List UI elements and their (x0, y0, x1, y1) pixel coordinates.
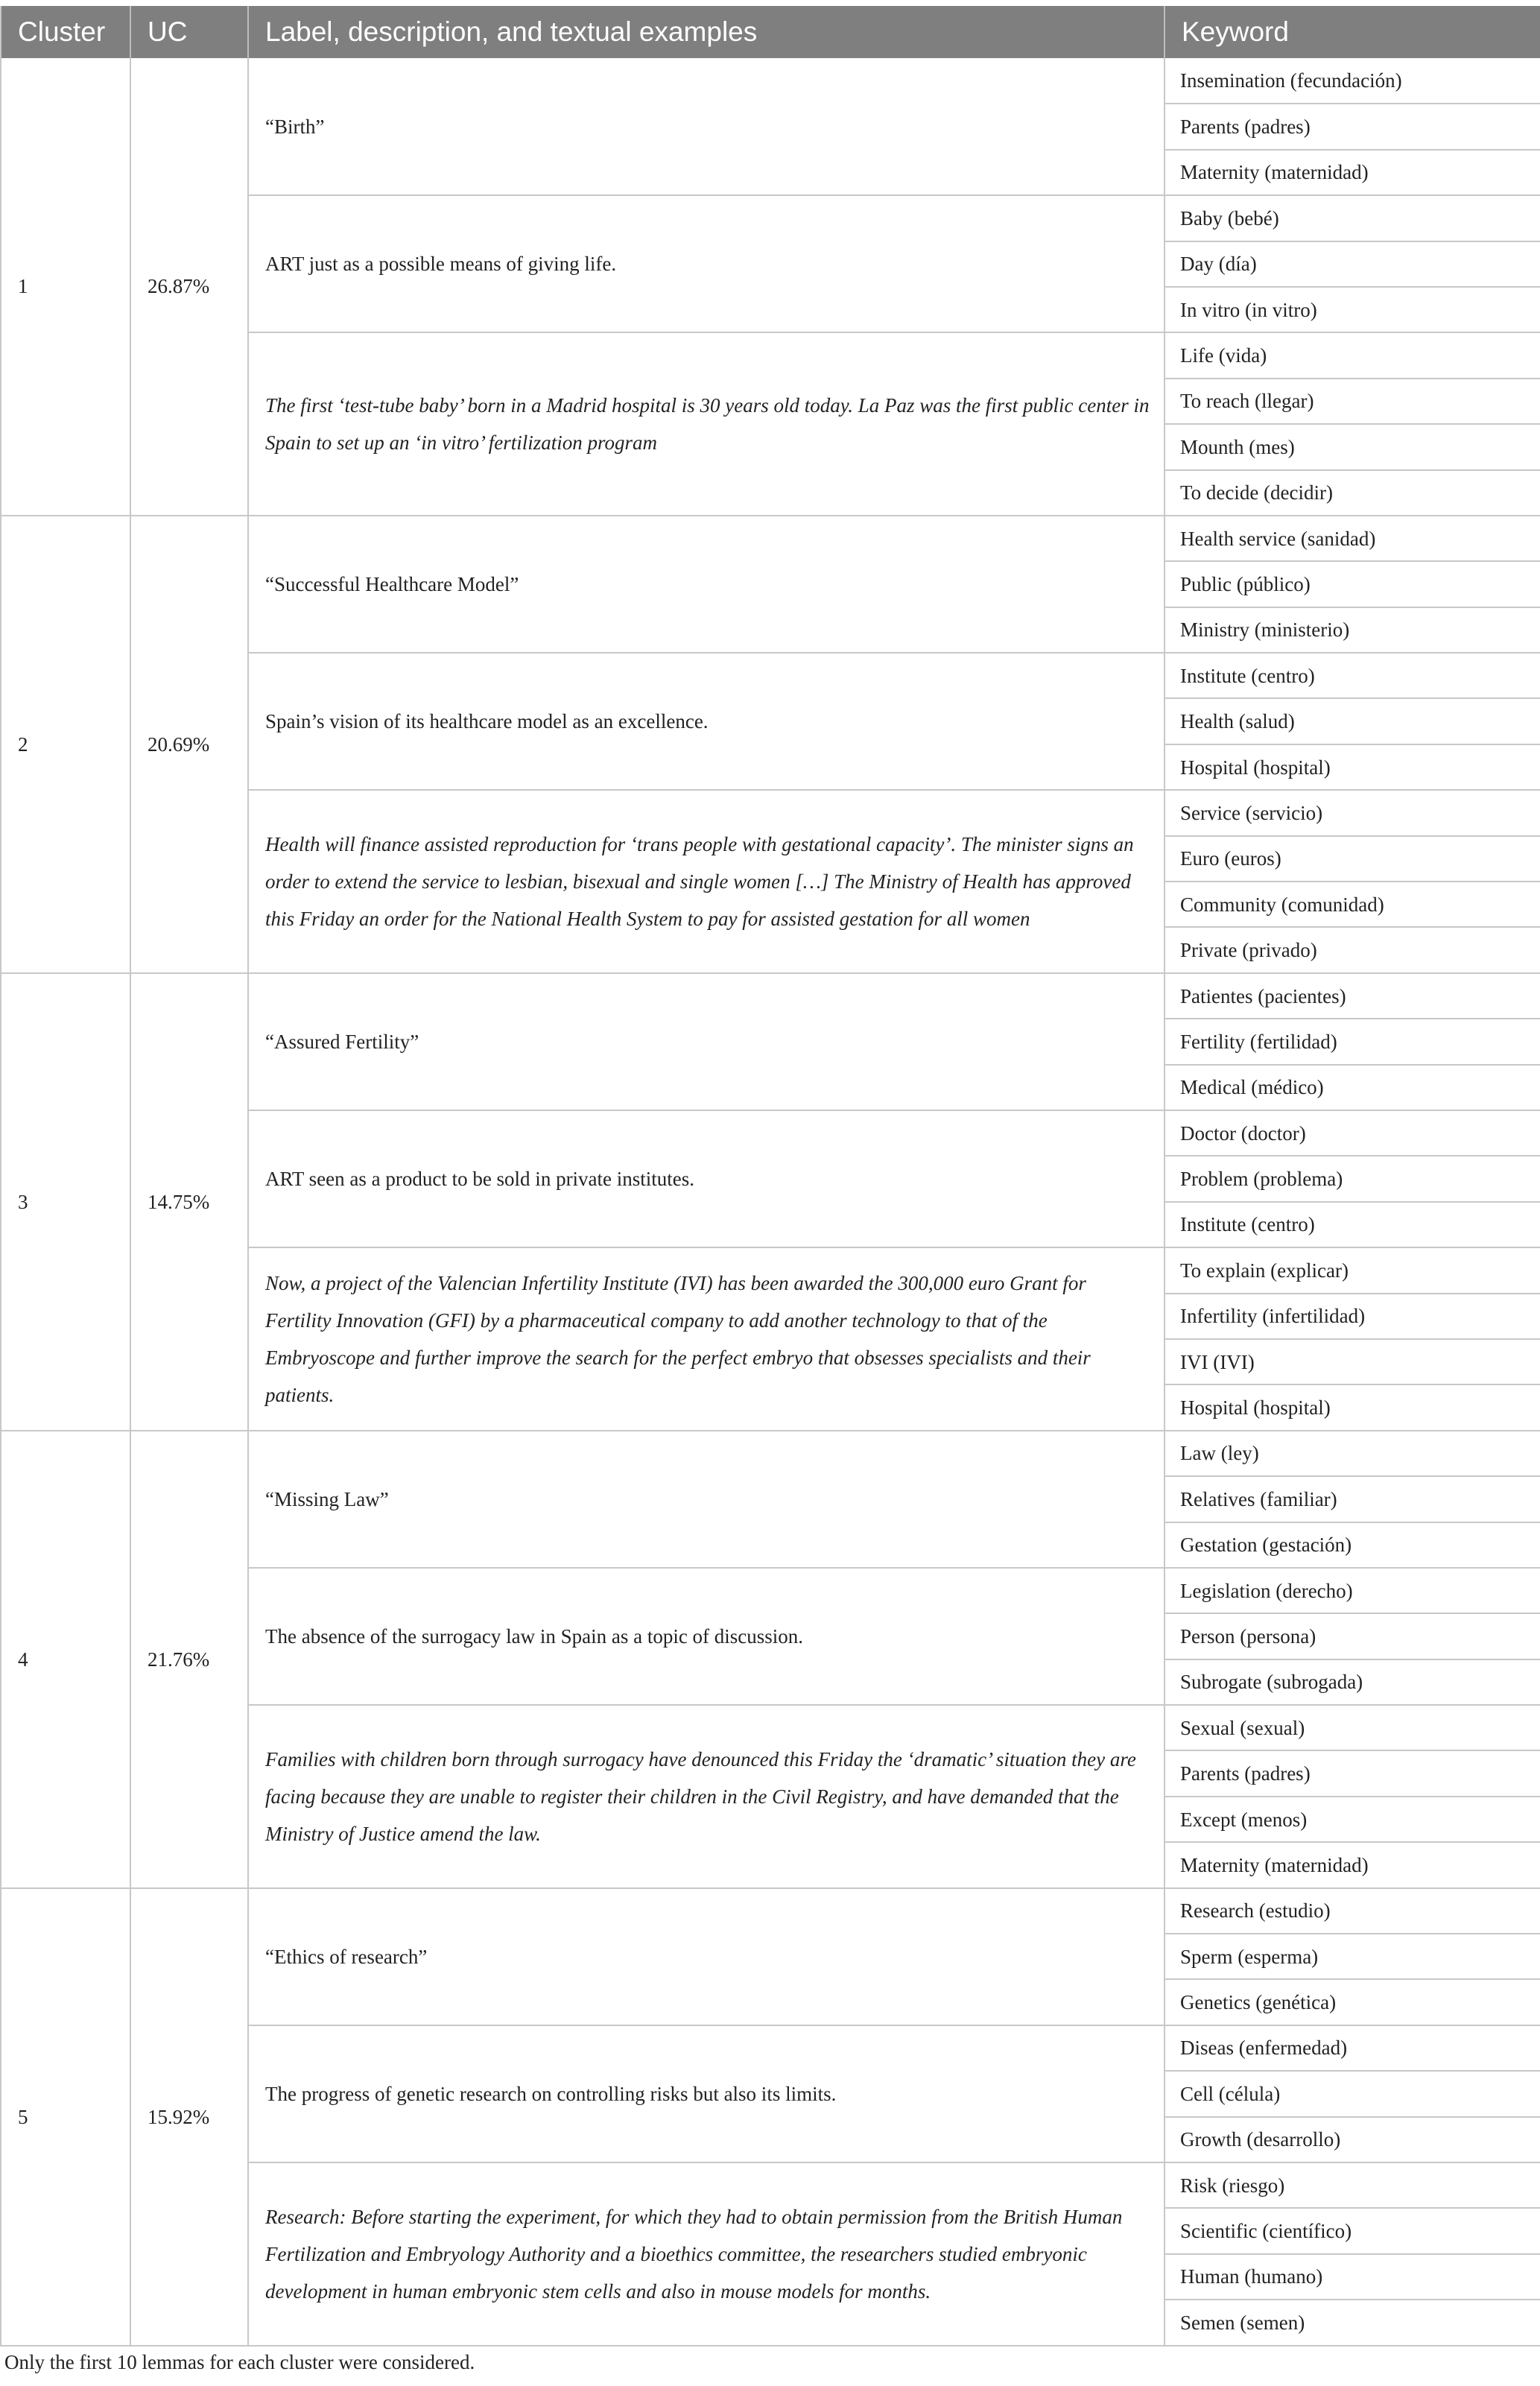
keyword-cell: Hospital (hospital) (1164, 1385, 1540, 1430)
keyword-cell: Public (público) (1164, 561, 1540, 607)
cluster-number: 3 (1, 973, 130, 1431)
table-row (1, 58, 1540, 104)
cluster-description: The progress of genetic research on controlling risks but also its limits. (248, 2025, 1164, 2162)
keyword-cell: Maternity (maternidad) (1164, 1842, 1540, 1887)
keyword-cell: Private (privado) (1164, 927, 1540, 972)
cluster-uc-percent: 14.75% (130, 973, 248, 1431)
keyword-cell: Patientes (pacientes) (1164, 973, 1540, 1019)
keyword-cell: Sperm (esperma) (1164, 1934, 1540, 1979)
cluster-table (0, 6, 1540, 2347)
header-keyword: Keyword (1164, 6, 1540, 58)
cluster-example: Health will finance assisted reproduction for ‘trans people with gestational capacity’. The minister signs an order to extend the service to lesbian, bisexual and single women […] The Ministry of Health has approved this Friday an order for the National Health System to pay for assisted gestation for all women (248, 790, 1164, 973)
cluster-example: Research: Before starting the experiment, for which they had to obtain permission from the British Human Fertilization and Embryology Authority and a bioethics committee, the researchers studied embryonic development in human embryonic stem cells and also in mouse models for months. (248, 2162, 1164, 2346)
keyword-cell: Baby (bebé) (1164, 195, 1540, 241)
cluster-uc-percent: 20.69% (130, 516, 248, 973)
cluster-label: “Birth” (248, 58, 1164, 195)
cluster-label: “Assured Fertility” (248, 973, 1164, 1110)
cluster-number: 1 (1, 58, 130, 516)
table-body (1, 58, 1540, 2346)
keyword-cell: Fertility (fertilidad) (1164, 1019, 1540, 1064)
table-row (1, 516, 1540, 561)
cluster-number: 5 (1, 1888, 130, 2346)
keyword-cell: Infertility (infertilidad) (1164, 1294, 1540, 1339)
keyword-cell: Health (salud) (1164, 698, 1540, 744)
keyword-cell: Mounth (mes) (1164, 424, 1540, 469)
keyword-cell: Gestation (gestación) (1164, 1522, 1540, 1568)
keyword-cell: Parents (padres) (1164, 1750, 1540, 1796)
keyword-cell: IVI (IVI) (1164, 1339, 1540, 1385)
keyword-cell: Growth (desarrollo) (1164, 2117, 1540, 2162)
header-label: Label, description, and textual examples (248, 6, 1164, 58)
table-row (1, 1431, 1540, 1476)
cluster-example: The first ‘test-tube baby’ born in a Madrid hospital is 30 years old today. La Paz was the first public center in Spain to set up an ‘in vitro’ fertilization program (248, 332, 1164, 516)
keyword-cell: To reach (llegar) (1164, 379, 1540, 424)
keyword-cell: Institute (centro) (1164, 1202, 1540, 1247)
cluster-label: “Successful Healthcare Model” (248, 516, 1164, 653)
cluster-description: Spain’s vision of its healthcare model as an excellence. (248, 653, 1164, 790)
keyword-cell: Semen (semen) (1164, 2300, 1540, 2345)
table-header-row (1, 6, 1540, 58)
keyword-cell: To decide (decidir) (1164, 470, 1540, 516)
keyword-cell: Subrogate (subrogada) (1164, 1659, 1540, 1705)
keyword-cell: Risk (riesgo) (1164, 2162, 1540, 2208)
keyword-cell: Cell (célula) (1164, 2071, 1540, 2116)
keyword-cell: Service (servicio) (1164, 790, 1540, 835)
keyword-cell: Problem (problema) (1164, 1156, 1540, 1201)
keyword-cell: Hospital (hospital) (1164, 744, 1540, 790)
cluster-description: ART seen as a product to be sold in private institutes. (248, 1110, 1164, 1247)
keyword-cell: To explain (explicar) (1164, 1247, 1540, 1293)
keyword-cell: Except (menos) (1164, 1797, 1540, 1842)
cluster-uc-percent: 21.76% (130, 1431, 248, 1888)
keyword-cell: Parents (padres) (1164, 104, 1540, 149)
table-footnote: Only the first 10 lemmas for each cluster were considered. (4, 2351, 475, 2373)
table-row (1, 973, 1540, 1019)
cluster-number: 4 (1, 1431, 130, 1888)
header-uc: UC (130, 6, 248, 58)
cluster-uc-percent: 26.87% (130, 58, 248, 516)
keyword-cell: Ministry (ministerio) (1164, 607, 1540, 653)
keyword-cell: Maternity (maternidad) (1164, 150, 1540, 195)
keyword-cell: Life (vida) (1164, 332, 1540, 378)
keyword-cell: Person (persona) (1164, 1613, 1540, 1659)
keyword-cell: Day (día) (1164, 241, 1540, 287)
keyword-cell: Medical (médico) (1164, 1065, 1540, 1110)
cluster-uc-percent: 15.92% (130, 1888, 248, 2346)
keyword-cell: Human (humano) (1164, 2254, 1540, 2300)
cluster-example: Families with children born through surrogacy have denounced this Friday the ‘dramatic’ situation they are facing because they are unable to register their children in the Civil Registry, and have demanded that the Ministry of Justice amend the law. (248, 1705, 1164, 1888)
keyword-cell: Insemination (fecundación) (1164, 58, 1540, 104)
keyword-cell: Community (comunidad) (1164, 882, 1540, 927)
keyword-cell: Institute (centro) (1164, 653, 1540, 698)
header-cluster: Cluster (1, 6, 130, 58)
cluster-example: Now, a project of the Valencian Infertility Institute (IVI) has been awarded the 300,000 euro Grant for Fertility Innovation (GFI) by a pharmaceutical company to add another technology to that of the Embryoscope and further improve the search for the perfect embryo that obsesses specialists and their patients. (248, 1247, 1164, 1431)
cluster-label: “Ethics of research” (248, 1888, 1164, 2025)
keyword-cell: Diseas (enfermedad) (1164, 2025, 1540, 2071)
keyword-cell: Health service (sanidad) (1164, 516, 1540, 561)
keyword-cell: Legislation (derecho) (1164, 1568, 1540, 1613)
cluster-description: ART just as a possible means of giving life. (248, 195, 1164, 332)
cluster-table-container (0, 6, 1540, 2347)
keyword-cell: Sexual (sexual) (1164, 1705, 1540, 1750)
cluster-label: “Missing Law” (248, 1431, 1164, 1568)
keyword-cell: Relatives (familiar) (1164, 1476, 1540, 1522)
keyword-cell: Genetics (genética) (1164, 1979, 1540, 2025)
cluster-description: The absence of the surrogacy law in Spain as a topic of discussion. (248, 1568, 1164, 1705)
table-row (1, 1888, 1540, 1934)
keyword-cell: Doctor (doctor) (1164, 1110, 1540, 1156)
keyword-cell: Scientific (científico) (1164, 2208, 1540, 2253)
keyword-cell: Research (estudio) (1164, 1888, 1540, 1934)
keyword-cell: Law (ley) (1164, 1431, 1540, 1476)
keyword-cell: In vitro (in vitro) (1164, 287, 1540, 332)
cluster-number: 2 (1, 516, 130, 973)
keyword-cell: Euro (euros) (1164, 836, 1540, 882)
